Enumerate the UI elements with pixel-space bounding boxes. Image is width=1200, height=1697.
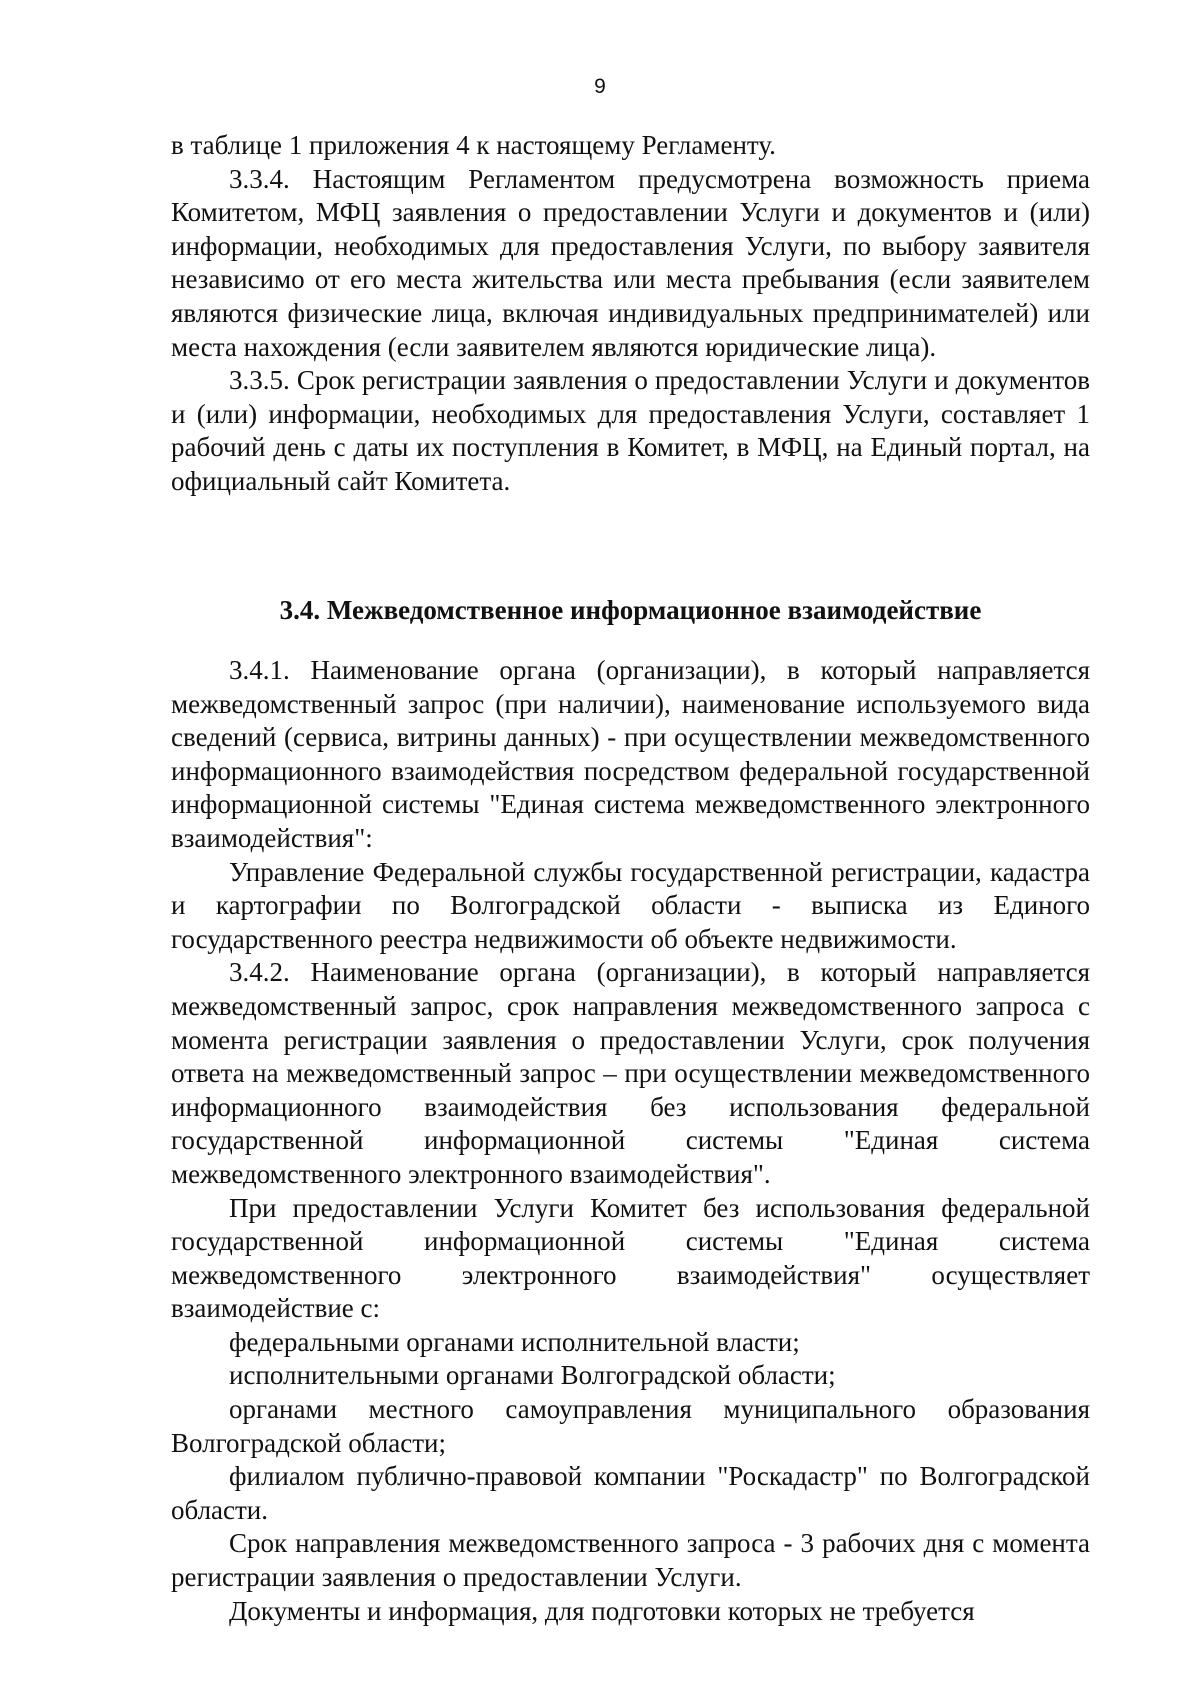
- paragraph-continuation: в таблице 1 приложения 4 к настоящему Регламенту.: [171, 130, 776, 160]
- paragraph-rosreestr: Управление Федеральной службы государственной регистрации, кадастра и картографии по Волгоградской области - выписка из Единого государственного реестра недвижимости об объекте недвижимости.: [171, 856, 1090, 954]
- paragraph-3-4-2: 3.4.2. Наименование органа (организации), в который направляется межведомственный запрос, срок направления межведомственного запроса с момента регистрации заявления о предоставлении Услуги, срок получения ответа на межведомственный запрос – при осуществлении межведомственного информационного взаимодействия без использования федеральной государственной информационной системы "Единая система межведомственного электронного взаимодействия".: [171, 957, 1090, 1189]
- paragraph-interaction-intro: При предоставлении Услуги Комитет без использования федеральной государственной информационной системы "Единая система межведомственного электронного взаимодействия" осуществляет взаимодействие с:: [171, 1192, 1090, 1324]
- section-heading-3-4: 3.4. Межведомственное информационное взаимодействие: [279, 595, 982, 625]
- paragraph-3-4-1: 3.4.1. Наименование органа (организации), в который направляется межведомственный запрос (при наличии), наименование используемого вида сведений (сервиса, витрины данных) - при осуществлении межведомственного информационного взаимодействия посредством федеральной государственной информационной системы "Единая система межведомственного электронного взаимодействия":: [171, 655, 1090, 853]
- page-number: 9: [594, 75, 606, 98]
- list-item-federal-bodies: федеральными органами исполнительной власти;: [229, 1326, 800, 1357]
- section-3-4-text: [171, 654, 1090, 1628]
- paragraph-request-deadline: Срок направления межведомственного запроса - 3 рабочих дня с момента регистрации заявления о предоставлении Услуги.: [171, 1528, 1090, 1593]
- list-item-roskadastr: филиалом публично-правовой компании "Роскадастр" по Волгоградской области.: [171, 1461, 1090, 1525]
- list-item-executive-bodies: исполнительными органами Волгоградской области;: [229, 1360, 836, 1391]
- paragraph-3-3-5: 3.3.5. Срок регистрации заявления о предоставлении Услуги и документов и (или) информации, необходимых для предоставления Услуги, составляет 1 рабочий день с даты их поступления в Комитет, в МФЦ, на Единый портал, на официальный сайт Комитета.: [171, 365, 1090, 496]
- section-3-3-text: [171, 129, 1090, 499]
- paragraph-3-3-4: 3.3.4. Настоящим Регламентом предусмотрена возможность приема Комитетом, МФЦ заявления о предоставлении Услуги и документов и (или) информации, необходимых для предоставления Услуги, по выбору заявителя независимо от его места жительства или места пребывания (если заявителем являются физические лица, включая индивидуальных предпринимателей) или места нахождения (если заявителем являются юридические лица).: [171, 163, 1090, 362]
- paragraph-documents: Документы и информация, для подготовки которых не требуется: [229, 1595, 975, 1626]
- list-item-local-government: органами местного самоуправления муниципального образования Волгоградской области;: [171, 1394, 1090, 1458]
